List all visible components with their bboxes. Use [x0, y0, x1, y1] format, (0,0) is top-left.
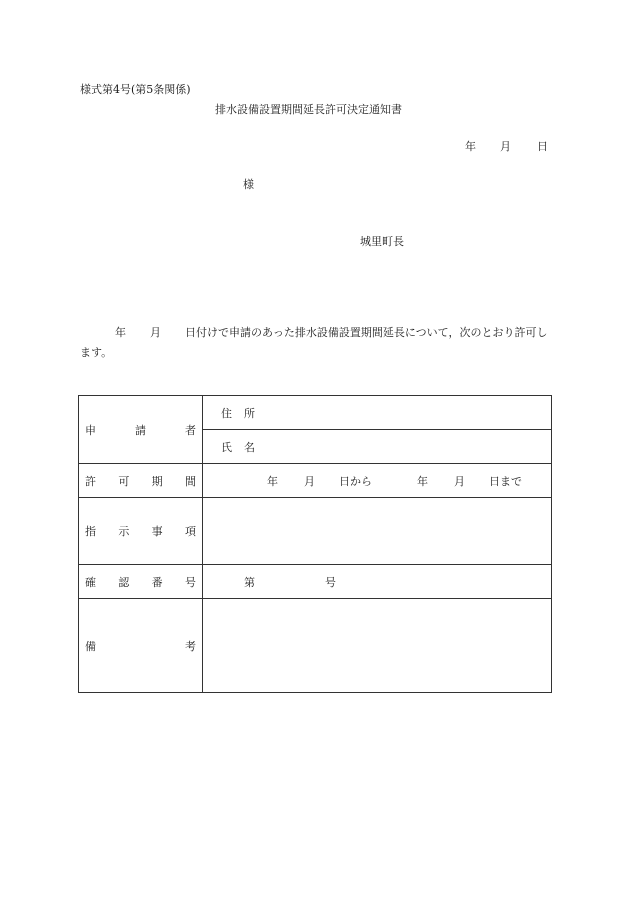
applicant-label-char: 申: [85, 423, 96, 437]
remarks-value-cell[interactable]: [203, 599, 552, 693]
remarks-row: [79, 599, 552, 693]
body-text: 日付けで申請のあった排水設備設置期間延長について，次のとおり許可します。: [80, 326, 548, 359]
document-title: 排水設備設置期間延長許可決定通知書: [215, 103, 402, 116]
issue-date: [465, 138, 548, 154]
issuer-name: 城里町長: [360, 235, 404, 248]
date-day-label: 日: [537, 140, 548, 153]
applicant-label-char: 者: [185, 423, 196, 437]
applicant-label-char: 請: [135, 423, 146, 437]
confirmation-label-cell: 確 認 番 号: [79, 565, 203, 599]
body-month-label: 月: [150, 326, 161, 339]
applicant-value-cell: [203, 396, 552, 464]
confirmation-row: [79, 565, 552, 599]
notice-body: [80, 323, 552, 363]
instructions-row: [79, 498, 552, 565]
date-month-label: 月: [500, 140, 511, 153]
date-year-label: 年: [465, 140, 476, 153]
applicant-label-cell: [79, 396, 203, 464]
body-year-label: 年: [115, 326, 126, 339]
applicant-row: [79, 396, 552, 464]
instructions-label-cell: 指 示 事 項: [79, 498, 203, 565]
period-value-cell[interactable]: 年 月 日から 年 月 日まで: [203, 464, 552, 498]
instructions-value-cell[interactable]: [203, 498, 552, 565]
form-number: 様式第4号(第5条関係): [80, 83, 191, 96]
name-row[interactable]: 氏 名: [203, 429, 551, 463]
confirmation-value-cell[interactable]: 第 号: [203, 565, 552, 599]
permit-table: [78, 395, 552, 693]
addressee-suffix: 様: [243, 178, 254, 191]
remarks-label-cell: 備 考: [79, 599, 203, 693]
address-row[interactable]: 住 所: [221, 406, 255, 420]
period-label-cell: 許 可 期 間: [79, 464, 203, 498]
period-row: [79, 464, 552, 498]
